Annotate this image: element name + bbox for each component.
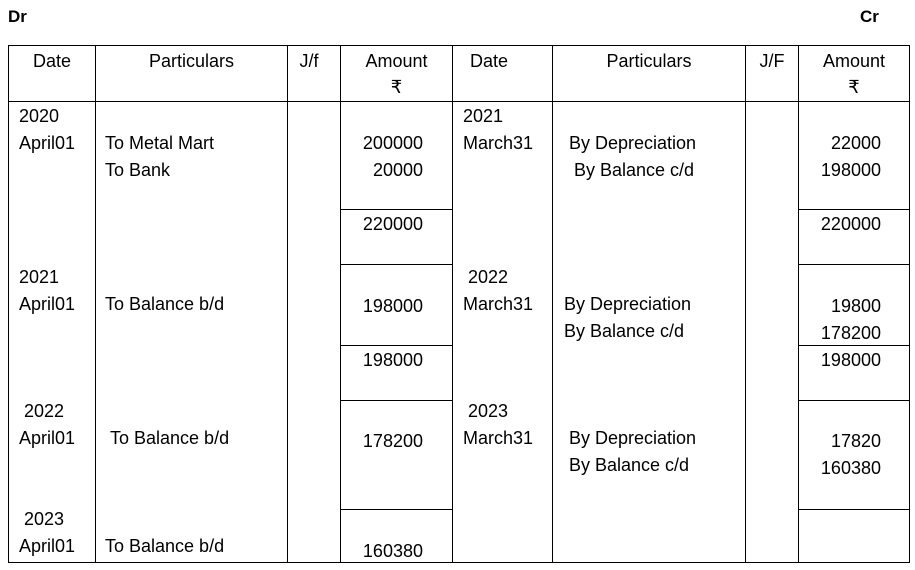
currency-symbol: ₹ xyxy=(390,77,403,97)
entry-date: March31 xyxy=(463,133,534,153)
entry-amount: 178200 xyxy=(362,431,423,451)
cr-label: Cr xyxy=(860,7,879,26)
entry-date: March31 xyxy=(463,294,534,314)
entry-year: 2023 xyxy=(24,509,65,529)
entry-amount: 17820 xyxy=(830,431,881,451)
dr-label: Dr xyxy=(8,7,27,26)
entry-year: 2023 xyxy=(468,401,509,421)
total-rule xyxy=(340,345,453,346)
column-header-particulars: Particulars xyxy=(606,51,692,71)
entry-total: 220000 xyxy=(820,214,881,234)
entry-year: 2022 xyxy=(24,401,65,421)
column-header-date: Date xyxy=(32,51,72,71)
entry-date: April01 xyxy=(19,536,76,556)
column-divider xyxy=(745,45,746,563)
entry-year: 2022 xyxy=(468,267,509,287)
entry-particular: To Bank xyxy=(105,160,171,180)
column-header-amount: Amount xyxy=(822,51,886,71)
entry-amount: 200000 xyxy=(362,133,423,153)
column-header-jf: J/f xyxy=(299,51,319,71)
column-header-jf: J/F xyxy=(759,51,785,71)
entry-particular: By Depreciation xyxy=(569,428,697,448)
entry-amount: 19800 xyxy=(830,296,881,316)
entry-year: 2021 xyxy=(463,106,504,126)
total-rule xyxy=(798,509,910,510)
entry-amount: 178200 xyxy=(820,323,881,343)
column-divider xyxy=(552,45,553,563)
entry-particular: To Metal Mart xyxy=(105,133,215,153)
total-rule xyxy=(798,209,910,210)
entry-date: April01 xyxy=(19,133,76,153)
entry-total: 220000 xyxy=(362,214,423,234)
entry-particular: By Depreciation xyxy=(564,294,692,314)
entry-particular: By Balance c/d xyxy=(564,321,685,341)
column-header-date: Date xyxy=(469,51,509,71)
entry-particular: By Depreciation xyxy=(569,133,697,153)
entry-year: 2021 xyxy=(19,267,60,287)
total-rule xyxy=(798,400,910,401)
table-right-border xyxy=(909,45,910,563)
column-divider xyxy=(287,45,288,563)
entry-date: April01 xyxy=(19,294,76,314)
entry-total: 198000 xyxy=(820,350,881,370)
entry-total: 198000 xyxy=(362,350,423,370)
table-bottom-border xyxy=(8,562,910,563)
total-rule xyxy=(340,264,453,265)
column-header-particulars: Particulars xyxy=(148,51,235,71)
column-header-amount: Amount xyxy=(365,51,428,71)
currency-symbol: ₹ xyxy=(848,77,860,97)
entry-particular: To Balance b/d xyxy=(110,428,230,448)
entry-amount: 198000 xyxy=(362,296,423,316)
column-divider xyxy=(95,45,96,563)
entry-particular: To Balance b/d xyxy=(105,536,225,556)
total-rule xyxy=(340,400,453,401)
entry-amount: 20000 xyxy=(372,160,423,180)
column-divider xyxy=(452,45,453,563)
entry-amount: 160380 xyxy=(820,458,881,478)
entry-amount: 198000 xyxy=(820,160,881,180)
entry-particular: By Balance c/d xyxy=(574,160,695,180)
entry-year: 2020 xyxy=(19,106,60,126)
entry-date: April01 xyxy=(19,428,76,448)
entry-date: March31 xyxy=(463,428,534,448)
total-rule xyxy=(340,509,453,510)
entry-particular: To Balance b/d xyxy=(105,294,225,314)
entry-particular: By Balance c/d xyxy=(569,455,690,475)
entry-amount: 22000 xyxy=(830,133,881,153)
table-left-border xyxy=(8,45,9,563)
entry-amount: 160380 xyxy=(362,541,423,561)
table-top-border xyxy=(8,45,910,46)
total-rule xyxy=(798,264,910,265)
total-rule xyxy=(340,209,453,210)
header-divider xyxy=(8,101,910,102)
